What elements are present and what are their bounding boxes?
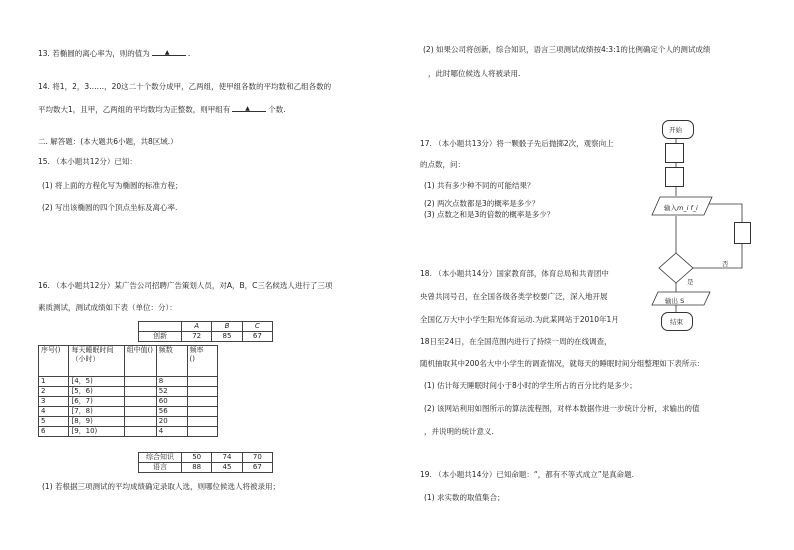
question-16-part2-line2: ，此时哪位候选人将被录用. bbox=[428, 69, 521, 78]
table-row: 综合知识 50 74 70 bbox=[139, 453, 273, 463]
question-16-part1: (1) 若根据三项测试的平均成绩确定录取人选，则哪位候选人将被录用； bbox=[42, 482, 281, 491]
question-15-heading: 15. （本小题共12分）已知： bbox=[38, 157, 137, 166]
section-answer-heading: 二. 解答题：(本大题共6小题，共8区域.） bbox=[38, 137, 178, 146]
question-15-part1: (1) 将上面的方程化写为椭圆的标准方程； bbox=[42, 181, 183, 190]
question-19-part1: (1) 求实数的取值集合； bbox=[424, 493, 505, 502]
flowchart-yes-label: 是 bbox=[687, 278, 694, 286]
question-19-line1: 19. （本小题共14分）已知命题：“，都有不等式成立”是真命题. bbox=[420, 470, 635, 479]
table-row: A B C bbox=[139, 322, 273, 332]
answer-blank-triangle: ▲ bbox=[245, 105, 250, 112]
question-16-part2-line1: (2) 如果公司将创新，综合知识，语言三项测试成绩按4:3:1的比例确定个人的测试成绩 bbox=[423, 45, 711, 54]
question-18-line3: 全国亿万大中小学生阳光体育运动.为此某网站于2010年1月 bbox=[420, 315, 619, 324]
table-row: 语言 88 45 67 bbox=[139, 463, 273, 473]
table-row: 5 [8，9) 20 bbox=[39, 417, 218, 427]
question-17-part3: (3) 点数之和是3的倍数的概率是多少？ bbox=[424, 210, 555, 219]
table-row: 4 [7，8) 56 bbox=[39, 407, 218, 417]
question-17-part2: (2) 两次点数都是3的概率是多少？ bbox=[424, 199, 540, 208]
answer-blank-triangle: ▲ bbox=[164, 49, 170, 56]
table-row: 2 [5，6) 52 bbox=[39, 387, 218, 397]
table-row: 3 [6，7) 60 bbox=[39, 397, 218, 407]
question-14-line1: 14. 将1，2，3……，20这二十个数分成甲，乙两组，使甲组各数的平均数和乙组各数的 bbox=[38, 82, 332, 91]
question-18-line5: 随机抽取其中200名大中小学生的调查情况，就每天的睡眠时间分组整理如下表所示： bbox=[420, 359, 705, 368]
question-18-line2: 央曾共同号召，在全国各级各类学校要广泛，深入地开展 bbox=[420, 292, 608, 301]
question-18-line4: 18日至24日，在全国范围内进行了持续一周的在线调查， bbox=[420, 337, 612, 346]
table-row: 6 [9，10) 4 bbox=[39, 427, 218, 437]
flowchart-no-label: 否 bbox=[722, 260, 729, 268]
question-16-line2: 素质测试，测试成绩如下表（单位：分）： bbox=[38, 303, 177, 312]
question-17-line2: 的点数，问： bbox=[420, 160, 465, 169]
table-row: 1 [4，5) 8 bbox=[39, 377, 218, 387]
question-18-line1: 18. （本小题共14分）国家教育部，体育总局和共青团中 bbox=[420, 269, 609, 278]
flowchart-output-label: 输出 S bbox=[665, 297, 685, 305]
question-17-line1: 17. （本小题共13分）将一颗骰子先后抛掷2次，观察向上 bbox=[420, 139, 614, 148]
flowchart-input-label: 输入m_i f_i bbox=[664, 204, 698, 212]
question-18-part2-line2: ，并说明的统计意义. bbox=[424, 427, 494, 436]
question-16-line1: 16. （本小题共12分）某广告公司招聘广告策划人员，对A，B，C三名候选人进行了三项 bbox=[38, 281, 333, 290]
flowchart-start-label: 开始 bbox=[669, 126, 682, 134]
question-17-part1: (1) 共有多少种不同的可能结果？ bbox=[424, 181, 535, 190]
table-row: 序号() 每天睡眠时间 （小时） 组中值() 频数 频率 () bbox=[39, 346, 218, 377]
question-18-part1: (1) 估计每天睡眠时间小于8小时的学生所占的百分比约是多少； bbox=[424, 381, 637, 390]
flowchart-end-label: 结束 bbox=[670, 318, 683, 326]
table-row: 创新 72 85 67 bbox=[139, 332, 273, 342]
question-15-part2: (2) 写出该椭圆的四个顶点坐标及离心率. bbox=[42, 203, 178, 212]
flowchart-loop-box bbox=[734, 222, 751, 244]
question-13: 13. 若椭圆的离心率为，则的值为 ▲ . bbox=[38, 49, 191, 58]
question-18-part2-line1: (2) 该网站利用如图所示的算法流程图，对样本数据作进一步统计分析，求输出的值 bbox=[424, 404, 700, 413]
question-14-line2: 平均数大1，且甲，乙两组的平均数均为正整数，则甲组有 ▲ 个数. bbox=[38, 105, 286, 114]
